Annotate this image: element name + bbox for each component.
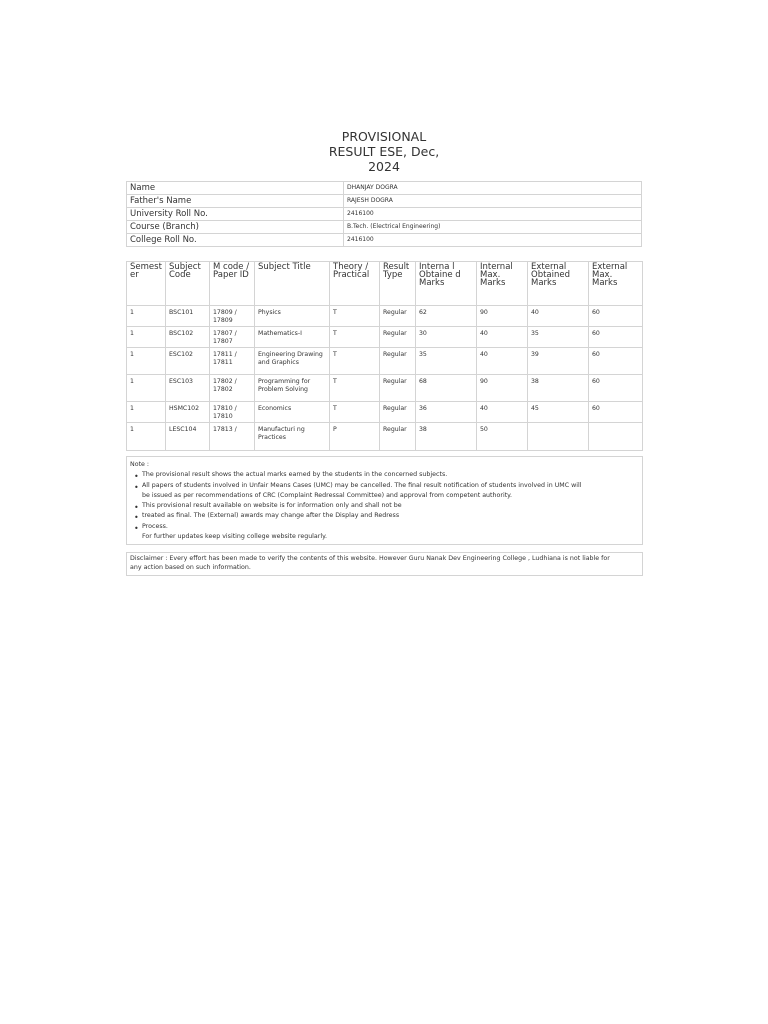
fathers-name-value: RAJESH DOGRA [344, 195, 642, 208]
cell-theory-practical: T [330, 348, 380, 375]
title-line-3: 2024 [368, 159, 400, 174]
cell-subject-title: Mathematics-I [255, 327, 330, 348]
cell-external-obtained: 39 [528, 348, 589, 375]
cell-external-obtained: 45 [528, 402, 589, 423]
cell-m-code: 17810 / 17810 [210, 402, 255, 423]
name-label: Name [127, 182, 344, 195]
cell-semester: 1 [127, 348, 166, 375]
col-header-external-max: External Max. Marks [589, 262, 643, 306]
table-row [127, 348, 643, 375]
note-item-text: For further updates keep visiting college website regularly. [142, 533, 327, 541]
col-header-theory-practical: Theory / Practical [330, 262, 380, 306]
table-row [127, 423, 643, 451]
cell-m-code: 17807 / 17807 [210, 327, 255, 348]
student-info-row [127, 221, 642, 234]
cell-m-code: 17813 / [210, 423, 255, 451]
cell-result-type: Regular [380, 348, 416, 375]
cell-theory-practical: T [330, 402, 380, 423]
cell-external-obtained: 35 [528, 327, 589, 348]
col-header-m-code: M code / Paper ID [210, 262, 255, 306]
cell-internal-max: 40 [477, 327, 528, 348]
col-header-internal-obtained: Interna l Obtaine d Marks [416, 262, 477, 306]
cell-internal-obtained: 35 [416, 348, 477, 375]
course-branch-label: Course (Branch) [127, 221, 344, 234]
cell-semester: 1 [127, 327, 166, 348]
cell-internal-max: 40 [477, 348, 528, 375]
student-info-row [127, 182, 642, 195]
cell-theory-practical: T [330, 375, 380, 402]
bullet-icon: • [134, 513, 139, 523]
cell-external-max [589, 423, 643, 451]
college-roll-value: 2416100 [344, 234, 642, 247]
university-roll-label: University Roll No. [127, 208, 344, 221]
cell-internal-obtained: 30 [416, 327, 477, 348]
cell-external-obtained: 40 [528, 306, 589, 327]
col-header-subject-title: Subject Title [255, 262, 330, 306]
cell-subject-title: Engineering Drawing and Graphics [255, 348, 330, 375]
cell-internal-obtained: 38 [416, 423, 477, 451]
student-info-table [126, 181, 642, 247]
disclaimer-line-2: any action based on such information. [130, 564, 251, 571]
cell-subject-title: Programming for Problem Solving [255, 375, 330, 402]
cell-result-type: Regular [380, 327, 416, 348]
table-row [127, 327, 643, 348]
cell-subject-code: BSC102 [166, 327, 210, 348]
bullet-icon: • [134, 523, 139, 533]
note-item [130, 470, 638, 480]
cell-result-type: Regular [380, 306, 416, 327]
bullet-icon: • [134, 503, 139, 513]
cell-theory-practical: T [330, 306, 380, 327]
cell-internal-max: 90 [477, 375, 528, 402]
student-info-row [127, 234, 642, 247]
col-header-subject-code: Subject Code [166, 262, 210, 306]
note-box [126, 456, 643, 545]
title-line-1: PROVISIONAL [341, 129, 427, 144]
university-roll-value: 2416100 [344, 208, 642, 221]
table-row [127, 306, 643, 327]
cell-subject-code: HSMC102 [166, 402, 210, 423]
note-item-text: This provisional result available on website is for information only and shall not be [142, 502, 402, 510]
cell-subject-code: ESC102 [166, 348, 210, 375]
note-item [130, 481, 638, 491]
cell-m-code: 17802 / 17802 [210, 375, 255, 402]
cell-external-max: 60 [589, 375, 643, 402]
cell-external-max: 60 [589, 306, 643, 327]
note-item-text: treated as final. The (External) awards may change after the Display and Redress [142, 512, 400, 520]
table-row [127, 375, 643, 402]
cell-subject-code: ESC103 [166, 375, 210, 402]
bullet-icon: • [134, 482, 139, 492]
cell-subject-title: Manufacturi ng Practices [255, 423, 330, 451]
note-item [130, 511, 638, 521]
cell-internal-max: 50 [477, 423, 528, 451]
cell-subject-code: BSC101 [166, 306, 210, 327]
cell-internal-obtained: 68 [416, 375, 477, 402]
cell-m-code: 17809 / 17809 [210, 306, 255, 327]
col-header-semester: Semest er [127, 262, 166, 306]
cell-internal-obtained: 62 [416, 306, 477, 327]
student-info-row [127, 208, 642, 221]
cell-semester: 1 [127, 423, 166, 451]
page-title [320, 129, 448, 174]
cell-internal-max: 90 [477, 306, 528, 327]
cell-subject-code: LESC104 [166, 423, 210, 451]
cell-external-max: 60 [589, 327, 643, 348]
note-item [130, 522, 638, 532]
fathers-name-label: Father's Name [127, 195, 344, 208]
note-item-text: The provisional result shows the actual marks earned by the students in the concerned subjects. [142, 471, 448, 479]
note-item-text: All papers of students involved in Unfair Means Cases (UMC) may be cancelled. The final result notification of students involved in UMC will [142, 481, 582, 489]
disclaimer-line-1: Disclaimer : Every effort has been made to verify the contents of this website. However Guru Nanak Dev Engineering College , Ludhiana is not liable for [130, 555, 610, 562]
cell-semester: 1 [127, 402, 166, 423]
note-item-continuation: be issued as per recommendations of CRC (Complaint Redressal Committee) and approval from competent authority. [142, 491, 512, 499]
cell-external-max: 60 [589, 348, 643, 375]
note-item [130, 501, 638, 511]
cell-external-obtained: 38 [528, 375, 589, 402]
cell-semester: 1 [127, 375, 166, 402]
col-header-internal-max: Internal Max. Marks [477, 262, 528, 306]
cell-result-type: Regular [380, 423, 416, 451]
cell-subject-title: Economics [255, 402, 330, 423]
col-header-external-obtained: External Obtained Marks [528, 262, 589, 306]
col-header-result-type: Result Type [380, 262, 416, 306]
note-heading: Note : [130, 461, 150, 468]
student-info-row [127, 195, 642, 208]
cell-external-max: 60 [589, 402, 643, 423]
cell-internal-obtained: 36 [416, 402, 477, 423]
table-row [127, 402, 643, 423]
note-item-text: Process. [142, 522, 168, 530]
disclaimer-box [126, 552, 643, 576]
cell-theory-practical: T [330, 327, 380, 348]
cell-theory-practical: P [330, 423, 380, 451]
cell-m-code: 17811 / 17811 [210, 348, 255, 375]
cell-internal-max: 40 [477, 402, 528, 423]
course-branch-value: B.Tech. (Electrical Engineering) [344, 221, 642, 234]
name-value: DHANJAY DOGRA [344, 182, 642, 195]
college-roll-label: College Roll No. [127, 234, 344, 247]
cell-subject-title: Physics [255, 306, 330, 327]
cell-semester: 1 [127, 306, 166, 327]
cell-result-type: Regular [380, 375, 416, 402]
marks-header-row [127, 262, 643, 306]
cell-external-obtained [528, 423, 589, 451]
cell-result-type: Regular [380, 402, 416, 423]
title-line-2: RESULT ESE, Dec, [328, 144, 440, 159]
marks-table [126, 261, 643, 451]
bullet-icon: • [134, 472, 139, 482]
